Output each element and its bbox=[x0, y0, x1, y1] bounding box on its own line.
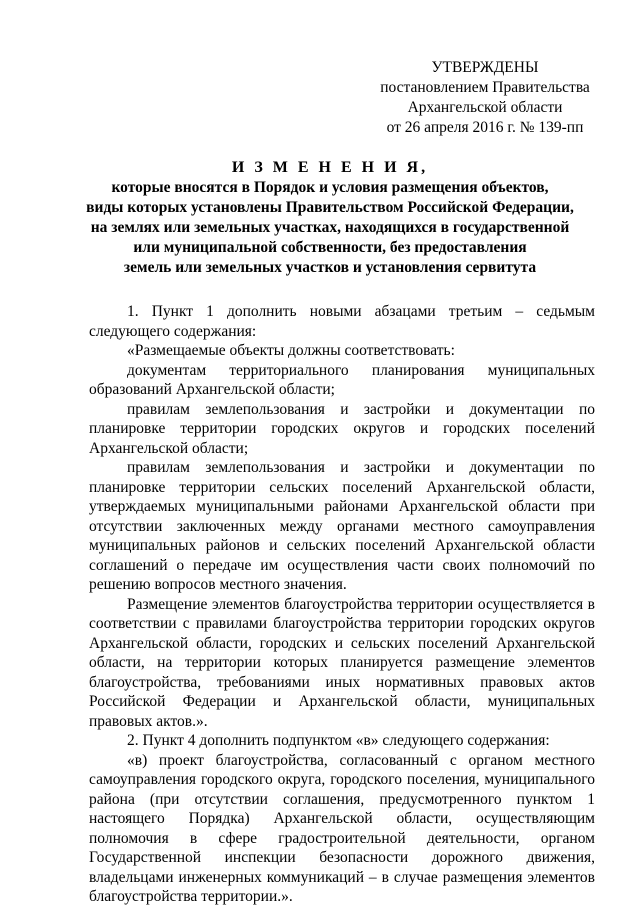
paragraph-subitem-v: «в) проект благоустройства, согласованный с органом местного самоуправления городского округа, городского поселения, муниципального района (при отсутствии соглашения, предусмотренного пунктом 1 настоящего Порядка) Архангельской области, осуществляющим полномочия в сфере градостроительной деятельности, органом Государственной инспекции безопасности дорожного движения, владельцами инженерных коммуникаций – в случае размещения элементов благоустройства территории.». bbox=[89, 751, 595, 905]
paragraph-item-2: 2. Пункт 4 дополнить подпунктом «в» следующего содержания: bbox=[127, 732, 550, 749]
heading-line: или муниципальной собственности, без предоставления bbox=[133, 239, 527, 256]
paragraph-item-1: 1. Пункт 1 дополнить новыми абзацами третьим – седьмым следующего содержания: bbox=[89, 303, 595, 340]
paragraph-improvement: Размещение элементов благоустройства территории осуществляется в соответствии с правилами благоустройства территории городских округов Архангельской области, городских и сельских поселений Архангельской области, на территории которых планируется размещение элементов благоустройства, требованиями иных нормативных правовых актов Российской Федерации и Архангельской области, муниципальных правовых актов.». bbox=[89, 595, 595, 730]
approval-date-number: от 26 апреля 2016 г. № 139-пп bbox=[386, 119, 584, 136]
heading-line: земель или земельных участков и установления сервитута bbox=[123, 259, 537, 276]
document-heading bbox=[80, 158, 580, 278]
heading-line: виды которых установлены Правительством Российской Федерации, bbox=[86, 199, 574, 216]
heading-line: на землях или земельных участках, находящихся в государственной bbox=[90, 219, 570, 236]
heading-line: которые вносятся в Порядок и условия размещения объектов, bbox=[111, 179, 549, 196]
paragraph-urban-rules: правилам землепользования и застройки и документации по планировке территории городских округов и городских поселений Архангельской области; bbox=[89, 400, 595, 457]
approval-decree: постановлением Правительства bbox=[380, 79, 590, 96]
approval-title: УТВЕРЖДЕНЫ bbox=[431, 59, 539, 76]
document-body bbox=[89, 302, 595, 907]
document-title: И З М Е Н Е Н И Я, bbox=[231, 159, 429, 176]
paragraph-rural-rules: правилам землепользования и застройки и документации по планировке территории сельских поселений Архангельской области, утверждаемых муниципальными районами Архангельской области при отсутствии заключенных между органами местного самоуправления муниципальных районов и сельских поселений Архангельской области соглашений о передаче им осуществления части своих полномочий по решению вопросов местного значения. bbox=[89, 459, 595, 593]
approval-region: Архангельской области bbox=[407, 99, 563, 116]
approval-block bbox=[380, 58, 590, 138]
paragraph-quote-intro: «Размещаемые объекты должны соответствовать: bbox=[127, 342, 455, 359]
paragraph-planning-docs: документам территориального планирования муниципальных образований Архангельской области; bbox=[89, 361, 595, 398]
